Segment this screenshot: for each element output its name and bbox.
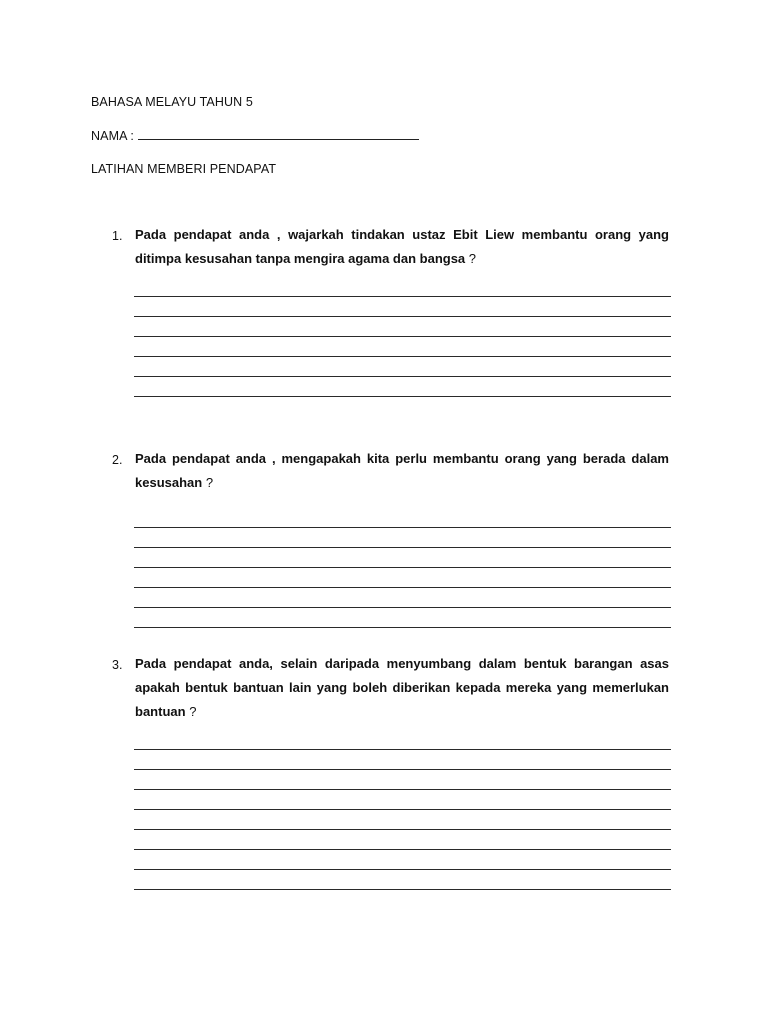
answer-line[interactable] <box>134 547 671 548</box>
answer-line[interactable] <box>134 607 671 608</box>
answer-line[interactable] <box>134 376 671 377</box>
question-1-number: 1. <box>112 229 123 243</box>
answer-line[interactable] <box>134 749 671 750</box>
question-2-body: Pada pendapat anda , mengapakah kita perlu membantu orang yang berada dalam kesusahan <box>135 451 669 490</box>
answer-line[interactable] <box>134 316 671 317</box>
question-3-text <box>135 652 669 724</box>
exercise-title: LATIHAN MEMBERI PENDAPAT <box>91 162 277 176</box>
name-answer-line[interactable] <box>138 130 419 140</box>
question-1-qmark: ? <box>468 251 477 266</box>
answer-line[interactable] <box>134 396 671 397</box>
question-1-text <box>135 223 669 271</box>
name-row <box>91 129 419 143</box>
answer-line[interactable] <box>134 809 671 810</box>
question-3-qmark: ? <box>189 704 197 719</box>
question-3-number: 3. <box>112 658 123 672</box>
question-3-body: Pada pendapat anda, selain daripada menyumbang dalam bentuk barangan asas apakah bentuk bantuan lain yang boleh diberikan kepada mereka yang memerlukan bantuan <box>135 656 669 719</box>
answer-line[interactable] <box>134 296 671 297</box>
question-2-text <box>135 447 669 495</box>
answer-line[interactable] <box>134 869 671 870</box>
answer-line[interactable] <box>134 829 671 830</box>
answer-line[interactable] <box>134 627 671 628</box>
answer-line[interactable] <box>134 849 671 850</box>
question-2-number: 2. <box>112 453 123 467</box>
answer-line[interactable] <box>134 356 671 357</box>
question-2-qmark: ? <box>205 475 214 490</box>
answer-line[interactable] <box>134 527 671 528</box>
subject-title: BAHASA MELAYU TAHUN 5 <box>91 95 253 109</box>
answer-line[interactable] <box>134 889 671 890</box>
answer-line[interactable] <box>134 789 671 790</box>
answer-line[interactable] <box>134 769 671 770</box>
answer-line[interactable] <box>134 567 671 568</box>
question-1-body: Pada pendapat anda , wajarkah tindakan ustaz Ebit Liew membantu orang yang ditimpa kesusahan tanpa mengira agama dan bangsa <box>135 227 669 266</box>
answer-line[interactable] <box>134 587 671 588</box>
name-label: NAMA : <box>91 129 134 143</box>
answer-line[interactable] <box>134 336 671 337</box>
